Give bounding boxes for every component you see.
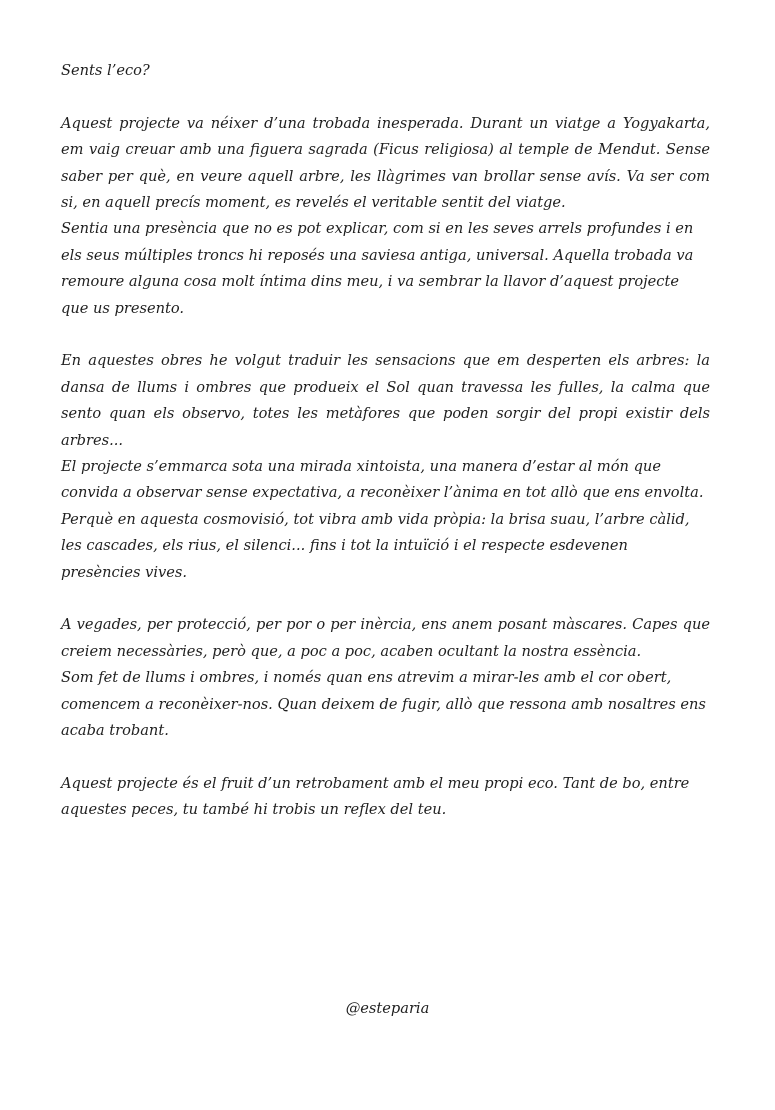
paragraph-spacer [61,586,710,612]
paragraph-spacer [61,84,710,110]
author-signature: @esteparia [345,1000,430,1017]
document-body [61,58,710,824]
paragraph-sensations: En aquestes obres he volgut traduir les sensacions que em desperten els arbres: la dansa de llums i ombres que produeix el Sol quan travessa les fulles, la calma que sento quan els observo, totes les metàfores que poden sorgir del propi existir dels arbres... [61,352,710,449]
paragraph-light-shadow: Som fet de llums i ombres, i només quan ens atrevim a mirar-les amb el cor obert, comencem a reconèixer-nos. Quan deixem de fugir, allò que ressona amb nosaltres ens acaba trobant. [61,669,706,740]
paragraph-presence: Sentia una presència que no es pot explicar, com si en les seves arrels profundes i en els seus múltiples troncs hi reposés una saviesa antiga, universal. Aquella trobada va remoure alguna cosa molt íntima dins meu, i va sembrar la llavor d’aquest projecte que us presento. [61,220,694,317]
paragraph-shinto: El projecte s’emmarca sota una mirada xintoista, una manera d’estar al món que convida a observar sense expectativa, a reconèixer l’ànima en tot allò que ens envolta. Perquè en aquesta cosmovisió, tot vibra amb vida pròpia: la brisa suau, l’arbre càlid, les cascades, els rius, el silenci... fins i tot la intuïció i el respecte esdevenen presències vives. [61,458,704,581]
document-heading: Sents l’eco? [61,62,150,79]
paragraph-origin: Aquest projecte va néixer d’una trobada inesperada. Durant un viatge a Yogyakarta, em vaig creuar amb una figuera sagrada (Ficus religiosa) al temple de Mendut. Sense saber per què, en veure aquell arbre, les llàgrimes van brollar sense avís. Va ser com si, en aquell precís moment, es revelés el veritable sentit del viatge. [61,114,710,212]
paragraph-spacer [61,322,710,348]
paragraph-spacer [61,745,710,771]
paragraph-echo: Aquest projecte és el fruit d’un retrobament amb el meu propi eco. Tant de bo, entre aquestes peces, tu també hi trobis un reflex del teu. [61,774,690,819]
paragraph-masks: A vegades, per protecció, per por o per inèrcia, ens anem posant màscares. Capes que creiem necessàries, però que, a poc a poc, acaben ocultant la nostra essència. [61,616,710,660]
